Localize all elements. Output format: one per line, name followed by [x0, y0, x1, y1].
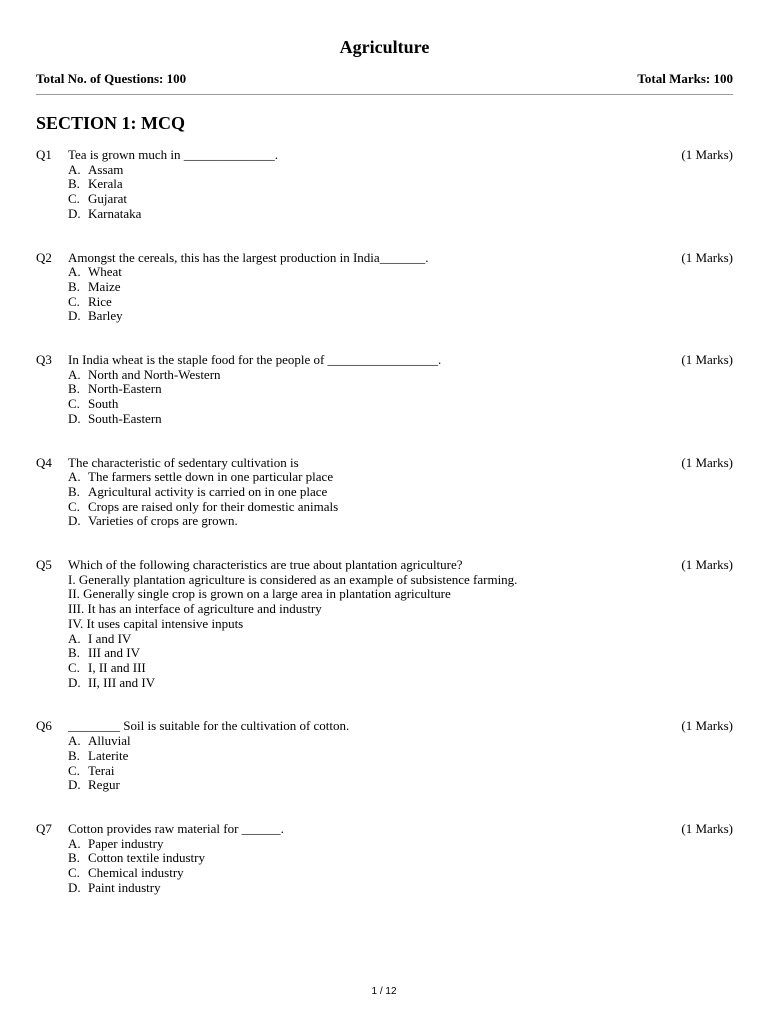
answer-option: [68, 382, 733, 397]
question-text: Which of the following characteristics are true about plantation agriculture?: [68, 557, 463, 573]
option-text: Paper industry: [88, 835, 164, 851]
option-letter: A.: [68, 469, 81, 485]
option-letter: D.: [68, 205, 81, 221]
total-marks: Total Marks: 100: [637, 71, 733, 86]
answer-option: [68, 734, 733, 749]
question-body: [36, 837, 733, 896]
answer-option: [68, 309, 733, 324]
answer-option: [68, 470, 733, 485]
option-text: Paint industry: [88, 879, 161, 895]
option-letter: B.: [68, 176, 80, 192]
page-number: 1 / 12: [371, 986, 397, 997]
option-text: I and IV: [88, 630, 132, 646]
option-text: Maize: [88, 278, 121, 294]
option-text: North and North-Western: [88, 366, 221, 382]
question-marks: (1 Marks): [681, 147, 733, 162]
option-letter: A.: [68, 630, 81, 646]
question-1: [36, 148, 733, 222]
question-list: [36, 148, 733, 924]
question-body: [36, 734, 733, 793]
question-statement: IV. It uses capital intensive inputs: [68, 615, 244, 631]
answer-option: [68, 368, 733, 383]
option-text: North-Eastern: [88, 381, 162, 397]
question-header: [36, 251, 733, 266]
option-text: I, II and III: [88, 659, 146, 675]
answer-option: [68, 265, 733, 280]
option-text: Terai: [88, 762, 115, 778]
question-7: [36, 822, 733, 896]
option-letter: A.: [68, 366, 81, 382]
option-text: Gujarat: [88, 191, 127, 207]
option-text: III and IV: [88, 645, 140, 661]
answer-option: [68, 192, 733, 207]
question-marks: (1 Marks): [681, 718, 733, 734]
option-letter: D.: [68, 777, 81, 793]
option-text: Wheat: [88, 264, 122, 280]
question-statement: II. Generally single crop is grown on a large area in plantation agriculture: [68, 586, 451, 602]
answer-option: [68, 837, 733, 852]
question-body: [36, 470, 733, 529]
question-text: The characteristic of sedentary cultivation is: [68, 454, 299, 470]
question-text: Cotton provides raw material for ______.: [68, 820, 284, 836]
option-letter: B.: [68, 645, 80, 661]
option-letter: A.: [68, 161, 81, 177]
option-letter: C.: [68, 293, 80, 309]
question-3: [36, 353, 733, 427]
question-marks: (1 Marks): [681, 249, 733, 265]
option-text: Cotton textile industry: [88, 850, 205, 866]
option-text: Kerala: [88, 176, 123, 192]
question-marks: (1 Marks): [681, 352, 733, 368]
question-header: [36, 558, 733, 573]
answer-option: [68, 500, 733, 515]
option-text: Barley: [88, 308, 123, 324]
option-text: South-Eastern: [88, 410, 162, 426]
question-body: [36, 265, 733, 324]
option-text: Varieties of crops are grown.: [88, 513, 238, 529]
option-text: Chemical industry: [88, 865, 184, 881]
question-body: [36, 573, 733, 691]
question-body: [36, 368, 733, 427]
question-2: [36, 251, 733, 325]
option-letter: C.: [68, 659, 80, 675]
question-number: Q6: [36, 718, 52, 734]
question-header: [36, 456, 733, 471]
question-header: [36, 148, 733, 163]
question-header: [36, 822, 733, 837]
option-text: The farmers settle down in one particular place: [88, 469, 334, 485]
question-4: [36, 456, 733, 530]
answer-option: [68, 764, 733, 779]
option-letter: B.: [68, 483, 80, 499]
answer-option: [68, 778, 733, 793]
answer-option: [68, 207, 733, 222]
option-letter: A.: [68, 733, 81, 749]
question-statement: III. It has an interface of agriculture and industry: [68, 601, 322, 617]
option-letter: D.: [68, 308, 81, 324]
option-letter: D.: [68, 879, 81, 895]
answer-option: [68, 851, 733, 866]
option-text: Rice: [88, 293, 112, 309]
option-text: South: [88, 396, 119, 412]
answer-option: [68, 514, 733, 529]
option-letter: C.: [68, 762, 80, 778]
option-letter: B.: [68, 381, 80, 397]
total-questions: Total No. of Questions: 100: [36, 71, 187, 86]
option-letter: B.: [68, 747, 80, 763]
header-divider: [36, 94, 733, 95]
option-text: Regur: [88, 777, 120, 793]
answer-option: [68, 163, 733, 178]
question-text: In India wheat is the staple food for the people of _________________.: [68, 352, 442, 368]
option-letter: D.: [68, 513, 81, 529]
answer-option: [68, 397, 733, 412]
answer-option: [68, 881, 733, 896]
answer-option: [68, 676, 733, 691]
question-text: Amongst the cereals, this has the largest production in India_______.: [68, 249, 429, 265]
answer-option: [68, 295, 733, 310]
option-letter: A.: [68, 835, 81, 851]
question-text: Tea is grown much in ______________.: [68, 147, 278, 162]
option-text: Agricultural activity is carried on in one place: [88, 483, 328, 499]
option-letter: B.: [68, 850, 80, 866]
question-number: Q7: [36, 820, 52, 836]
answer-option: [68, 280, 733, 295]
option-letter: C.: [68, 396, 80, 412]
question-statement: I. Generally plantation agriculture is considered as an example of subsistence farming.: [68, 571, 518, 587]
question-number: Q1: [36, 147, 52, 162]
section-title: SECTION 1: MCQ: [36, 113, 186, 133]
option-letter: C.: [68, 191, 80, 207]
page-title: Agriculture: [339, 37, 430, 57]
option-text: II, III and IV: [88, 674, 156, 690]
question-header: [36, 719, 733, 734]
document-page: [36, 0, 733, 1024]
question-body: [36, 163, 733, 222]
option-letter: D.: [68, 674, 81, 690]
option-letter: D.: [68, 410, 81, 426]
question-marks: (1 Marks): [681, 454, 733, 470]
option-letter: C.: [68, 865, 80, 881]
question-text: ________ Soil is suitable for the cultivation of cotton.: [68, 718, 350, 734]
answer-option: [68, 485, 733, 500]
option-text: Karnataka: [88, 205, 142, 221]
option-text: Assam: [88, 161, 124, 177]
answer-option: [68, 749, 733, 764]
question-number: Q3: [36, 352, 52, 368]
option-text: Crops are raised only for their domestic animals: [88, 498, 339, 514]
option-letter: A.: [68, 264, 81, 280]
option-letter: B.: [68, 278, 80, 294]
answer-option: [68, 866, 733, 881]
answer-option: [68, 632, 733, 647]
question-marks: (1 Marks): [681, 820, 733, 836]
answer-option: [68, 646, 733, 661]
question-5: [36, 558, 733, 690]
answer-option: [68, 661, 733, 676]
question-marks: (1 Marks): [681, 557, 733, 573]
option-letter: C.: [68, 498, 80, 514]
question-number: Q4: [36, 454, 52, 470]
answer-option: [68, 177, 733, 192]
question-number: Q5: [36, 557, 52, 573]
question-header: [36, 353, 733, 368]
exam-meta: [36, 71, 733, 87]
option-text: Alluvial: [88, 733, 131, 749]
option-text: Laterite: [88, 747, 129, 763]
question-number: Q2: [36, 249, 52, 265]
answer-option: [68, 412, 733, 427]
question-6: [36, 719, 733, 793]
